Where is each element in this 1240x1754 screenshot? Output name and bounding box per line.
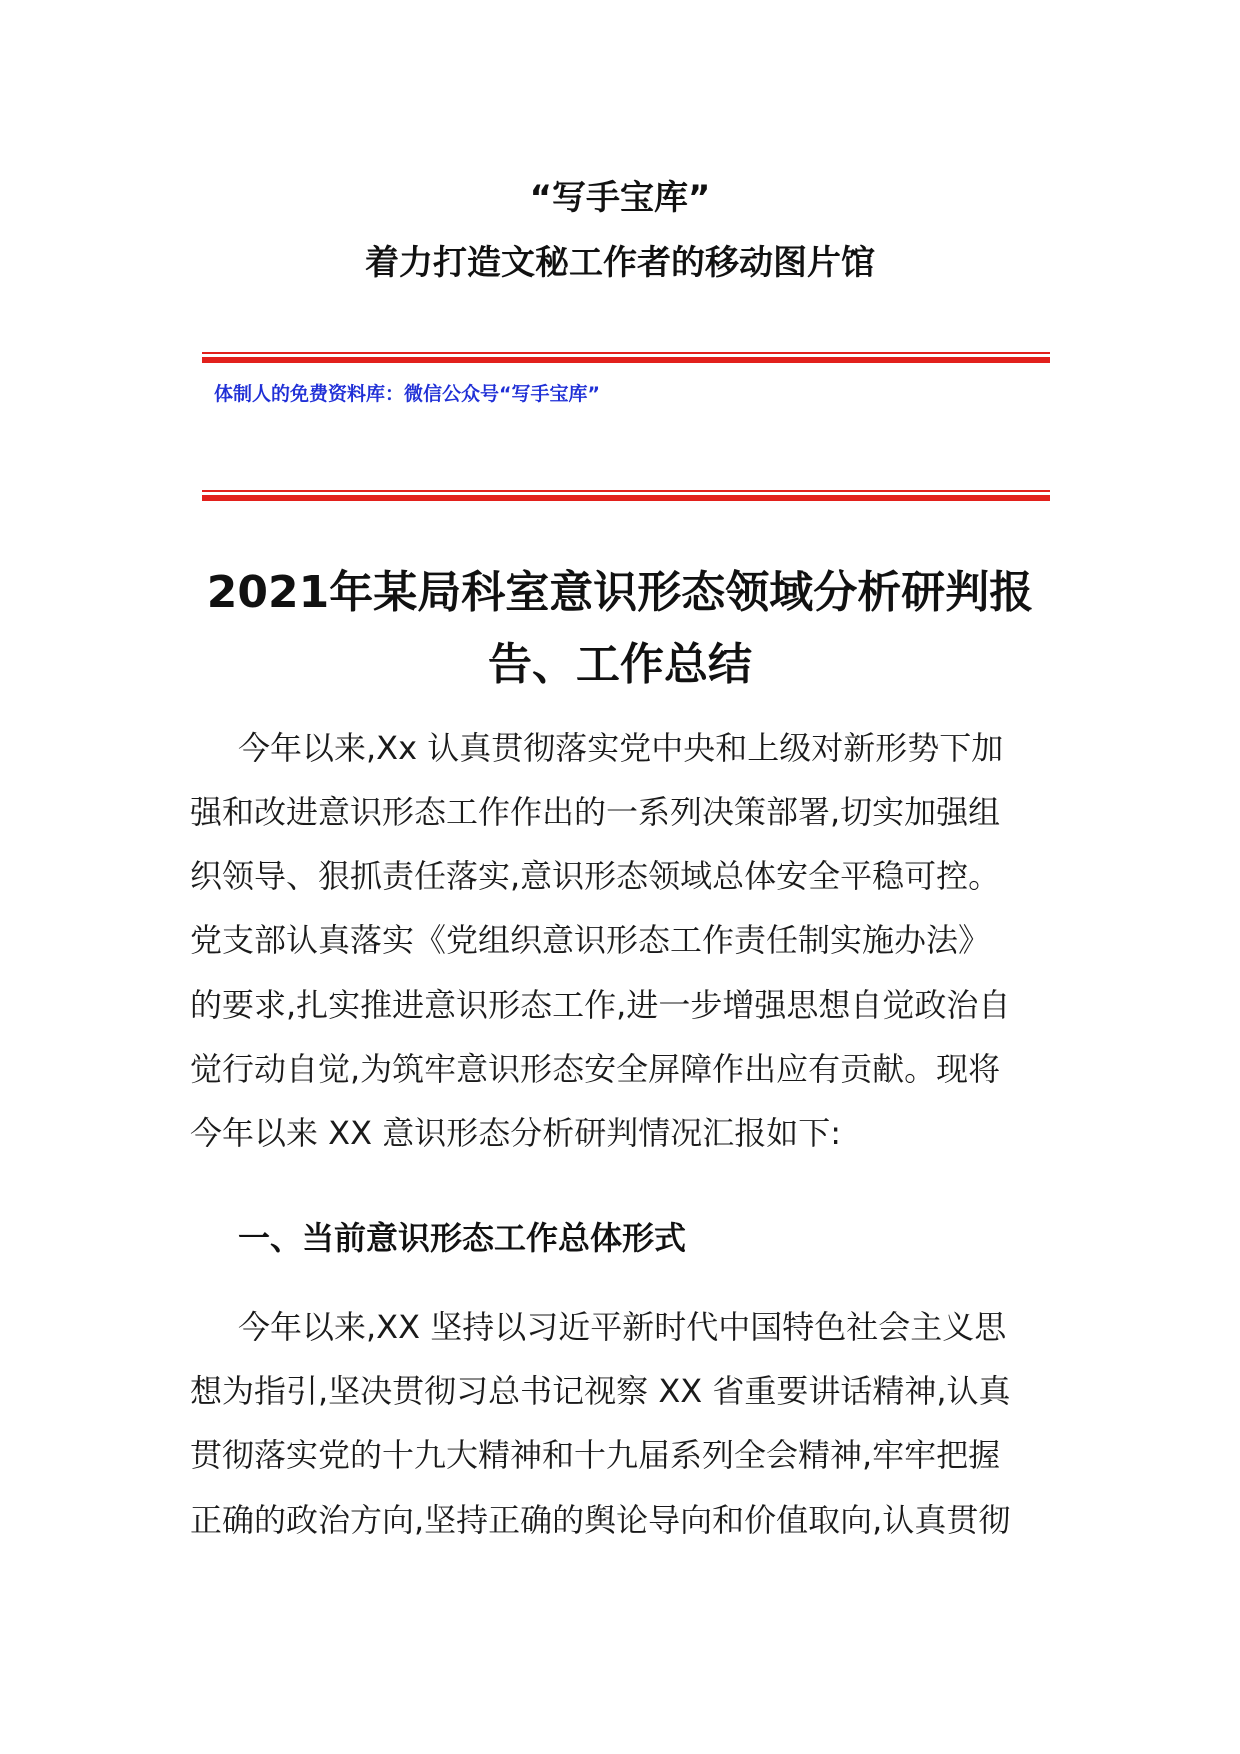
paragraph-line: 的要求,扎实推进意识形态工作,进一步增强思想自觉政治自 xyxy=(190,986,1011,1024)
paragraph-line: 强和改进意识形态工作作出的一系列决策部署,切实加强组 xyxy=(190,793,1001,831)
document-title xyxy=(190,557,1050,701)
document-title-line: 2021年某局科室意识形态领域分析研判报 xyxy=(206,567,1034,618)
paragraph-line: 觉行动自觉,为筑牢意识形态安全屏障作出应有贡献。现将 xyxy=(190,1050,1001,1088)
bottom-divider xyxy=(202,490,1050,501)
paragraph-line: 今年以来,Xx 认真贯彻落实党中央和上级对新形势下加 xyxy=(238,729,1004,767)
top-divider xyxy=(202,352,1050,363)
paragraph-line: 想为指引,坚决贯彻习总书记视察 XX 省重要讲话精神,认真 xyxy=(190,1372,1011,1410)
paragraph-line: 今年以来,XX 坚持以习近平新时代中国特色社会主义思 xyxy=(238,1308,1007,1346)
paragraph-line: 今年以来 XX 意识形态分析研判情况汇报如下: xyxy=(190,1114,841,1152)
paragraph-line: 党支部认真落实《党组织意识形态工作责任制实施办法》 xyxy=(190,921,991,959)
paragraph-line: 织领导、狠抓责任落实,意识形态领域总体安全平稳可控。 xyxy=(190,857,1001,895)
paragraph-line: 正确的政治方向,坚持正确的舆论导向和价值取向,认真贯彻 xyxy=(190,1501,1011,1539)
document-title-line: 告、工作总结 xyxy=(488,639,752,690)
section-heading: 一、当前意识形态工作总体形式 xyxy=(238,1219,687,1257)
paragraph-line: 贯彻落实党的十九大精神和十九届系列全会精神,牢牢把握 xyxy=(190,1436,1001,1474)
brand-title: “写手宝库” xyxy=(529,178,711,218)
brand-subtitle: 着力打造文秘工作者的移动图片馆 xyxy=(365,243,875,283)
wechat-notice: 体制人的免费资料库：微信公众号“写手宝库” xyxy=(214,383,600,405)
